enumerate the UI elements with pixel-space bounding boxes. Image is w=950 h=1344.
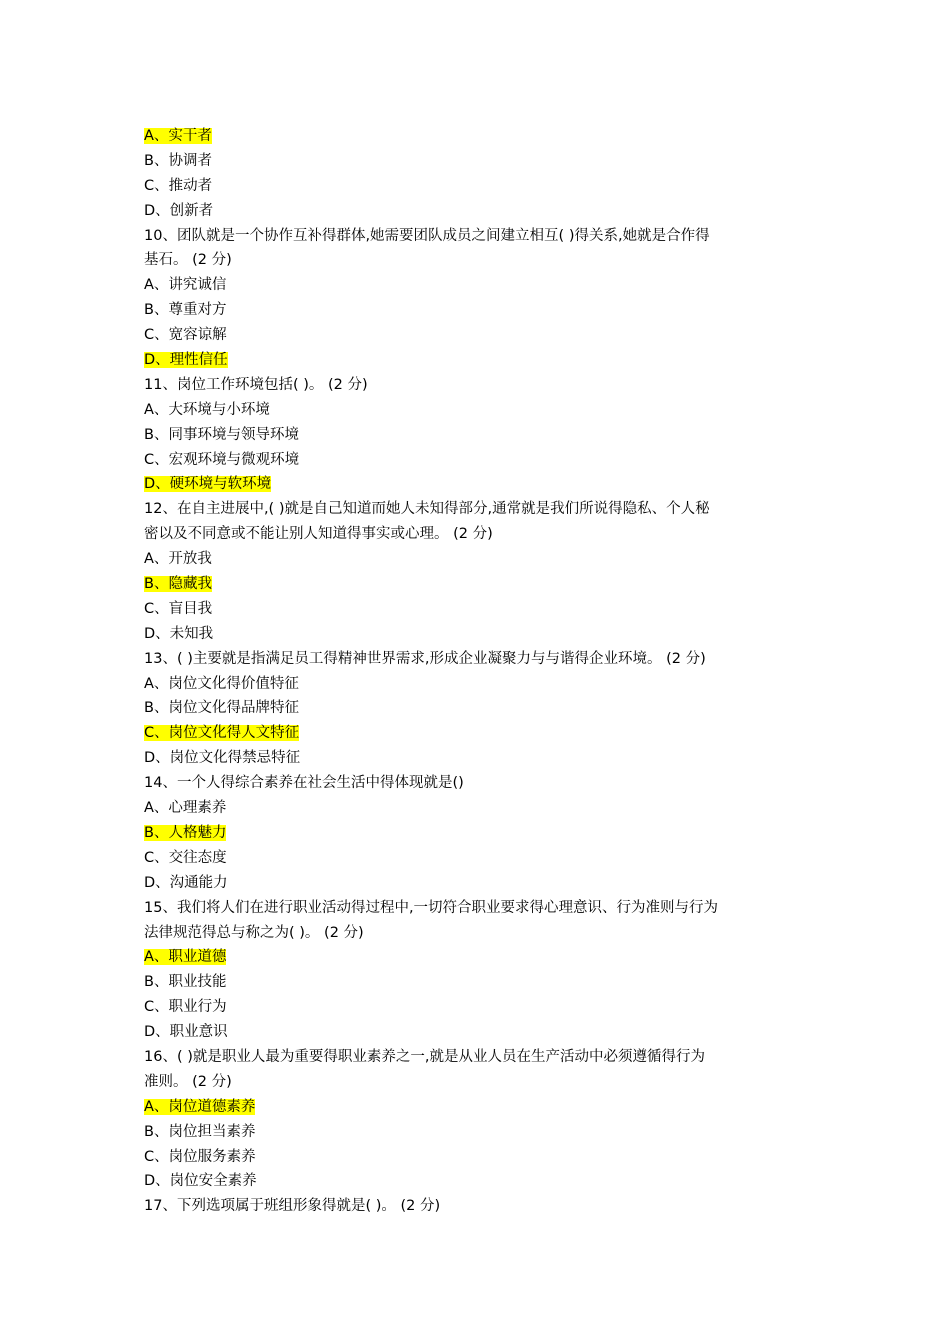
option-line [144,323,812,348]
option-line [144,721,812,746]
question-line [144,248,812,273]
line-text: A、大环境与小环境 [144,401,270,418]
line-text: C、宽容谅解 [144,327,227,344]
highlighted-answer-text: B、人格魅力 [144,824,227,841]
option-line [144,398,812,423]
line-text: C、岗位服务素养 [144,1148,256,1165]
line-text: B、职业技能 [144,974,227,991]
option-line [144,622,812,647]
option-line [144,472,812,497]
option-line [144,348,812,373]
highlighted-answer-text: A、职业道德 [144,949,227,966]
question-line [144,771,812,796]
option-line [144,970,812,995]
option-line [144,746,812,771]
line-text: B、岗位担当素养 [144,1123,256,1140]
line-text: 基石。 (2 分) [144,252,232,269]
question-line [144,921,812,946]
line-text: 16、( )就是职业人最为重要得职业素养之一,就是从业人员在生产活动中必须遵循得行为 [144,1048,705,1065]
option-line [144,298,812,323]
option-line [144,273,812,298]
question-line [144,497,812,522]
line-text: 11、岗位工作环境包括( )。 (2 分) [144,376,368,393]
question-line [144,224,812,249]
option-line [144,1145,812,1170]
line-text: B、同事环境与领导环境 [144,426,299,443]
option-line [144,174,812,199]
line-text: C、交往态度 [144,849,227,866]
highlighted-answer-text: A、实干者 [144,128,212,144]
line-text: D、沟通能力 [144,874,228,891]
line-text: 15、我们将人们在进行职业活动得过程中,一切符合职业要求得心理意识、行为准则与行为 [144,899,719,916]
option-line [144,124,812,149]
line-text: C、职业行为 [144,999,227,1016]
line-text: D、未知我 [144,625,214,642]
line-text: 密以及不同意或不能让别人知道得事实或心理。 (2 分) [144,526,493,543]
option-line [144,597,812,622]
highlighted-answer-text: B、隐藏我 [144,576,212,593]
line-text: 13、( )主要就是指满足员工得精神世界需求,形成企业凝聚力与与谐得企业环境。 (2 分) [144,650,706,667]
line-text: D、岗位文化得禁忌特征 [144,750,301,767]
option-line [144,945,812,970]
option-line [144,1169,812,1194]
option-line [144,448,812,473]
option-line [144,1095,812,1120]
option-line [144,149,812,174]
line-text: C、宏观环境与微观环境 [144,451,300,468]
document-body [144,124,812,1219]
highlighted-answer-text: C、岗位文化得人文特征 [144,725,300,742]
line-text: 17、下列选项属于班组形象得就是( )。 (2 分) [144,1198,441,1215]
option-line [144,547,812,572]
line-text: B、岗位文化得品牌特征 [144,700,299,717]
line-text: D、创新者 [144,202,214,219]
line-text: B、尊重对方 [144,302,227,319]
line-text: A、讲究诚信 [144,277,227,294]
option-line [144,572,812,597]
option-line [144,199,812,224]
line-text: D、职业意识 [144,1024,228,1041]
option-line [144,696,812,721]
question-line [144,373,812,398]
option-line [144,995,812,1020]
question-line [144,647,812,672]
line-text: 法律规范得总与称之为( )。 (2 分) [144,924,364,941]
line-text: C、盲目我 [144,600,213,617]
line-text: 12、在自主进展中,( )就是自己知道而她人未知得部分,通常就是我们所说得隐私、个人秘 [144,501,710,518]
option-line [144,423,812,448]
question-line [144,1070,812,1095]
option-line [144,1020,812,1045]
highlighted-answer-text: D、理性信任 [144,352,228,369]
line-text: D、岗位安全素养 [144,1173,257,1190]
line-text: B、协调者 [144,152,212,169]
option-line [144,672,812,697]
line-text: 14、一个人得综合素养在社会生活中得体现就是() [144,775,464,792]
line-text: A、心理素养 [144,800,227,817]
option-line [144,796,812,821]
question-line [144,522,812,547]
option-line [144,871,812,896]
option-line [144,1120,812,1145]
line-text: 准则。 (2 分) [144,1073,232,1090]
option-line [144,821,812,846]
highlighted-answer-text: A、岗位道德素养 [144,1098,256,1115]
question-line [144,1045,812,1070]
line-text: A、岗位文化得价值特征 [144,675,299,692]
question-line [144,896,812,921]
line-text: A、开放我 [144,551,212,568]
line-text: C、推动者 [144,177,213,194]
question-line [144,1194,812,1219]
line-text: 10、团队就是一个协作互补得群体,她需要团队成员之间建立相互( )得关系,她就是合作得 [144,227,710,244]
option-line [144,846,812,871]
highlighted-answer-text: D、硬环境与软环境 [144,476,272,493]
